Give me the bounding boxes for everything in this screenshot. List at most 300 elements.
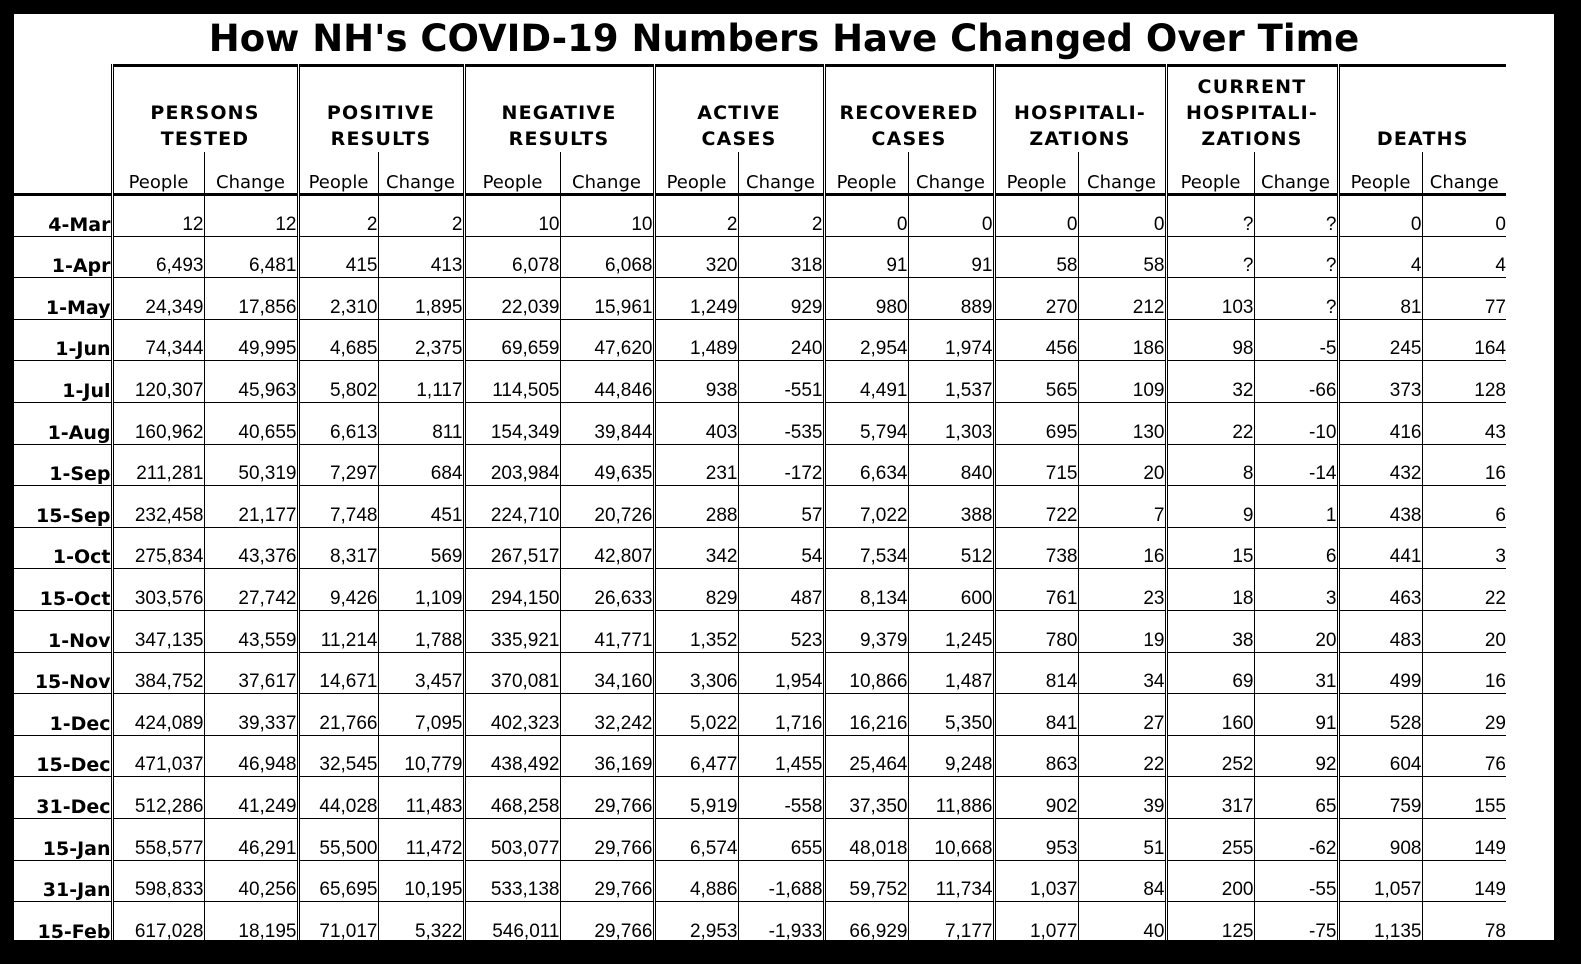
date-cell: 1-Jul bbox=[14, 361, 112, 403]
column-group-header bbox=[994, 66, 1166, 152]
change-cell: 16 bbox=[1078, 527, 1166, 569]
change-cell: 3 bbox=[1422, 527, 1506, 569]
people-cell: 6,493 bbox=[112, 236, 204, 278]
change-cell: 7,177 bbox=[908, 902, 994, 940]
change-cell: 42,807 bbox=[560, 527, 654, 569]
change-subheader: Change bbox=[1254, 152, 1338, 195]
people-cell: 2 bbox=[298, 195, 378, 237]
date-cell: 15-Dec bbox=[14, 735, 112, 777]
change-cell: 1,109 bbox=[378, 569, 464, 611]
people-cell: 32 bbox=[1166, 361, 1254, 403]
date-cell: 1-Sep bbox=[14, 444, 112, 486]
people-cell: 863 bbox=[994, 735, 1078, 777]
people-cell: 211,281 bbox=[112, 444, 204, 486]
people-cell: 2,954 bbox=[824, 319, 908, 361]
date-cell: 1-Jun bbox=[14, 319, 112, 361]
change-cell: 523 bbox=[738, 610, 824, 652]
table-row bbox=[14, 735, 1506, 777]
change-cell: 3 bbox=[1254, 569, 1338, 611]
people-cell: 81 bbox=[1338, 278, 1422, 320]
people-cell: 468,258 bbox=[464, 777, 560, 819]
people-cell: 275,834 bbox=[112, 527, 204, 569]
column-group-label: NEGATIVE RESULTS bbox=[501, 101, 617, 150]
column-group-label: ACTIVE CASES bbox=[697, 101, 781, 150]
change-cell: 929 bbox=[738, 278, 824, 320]
people-cell: 953 bbox=[994, 818, 1078, 860]
people-cell: 6,477 bbox=[654, 735, 738, 777]
people-cell: 2,953 bbox=[654, 902, 738, 940]
table-row bbox=[14, 652, 1506, 694]
people-cell: 546,011 bbox=[464, 902, 560, 940]
people-cell: 908 bbox=[1338, 818, 1422, 860]
people-cell: 91 bbox=[824, 236, 908, 278]
people-cell: 6,078 bbox=[464, 236, 560, 278]
change-cell: 413 bbox=[378, 236, 464, 278]
people-cell: 7,022 bbox=[824, 486, 908, 528]
change-cell: 6 bbox=[1254, 527, 1338, 569]
people-cell: 0 bbox=[994, 195, 1078, 237]
people-cell: 69,659 bbox=[464, 319, 560, 361]
change-cell: 39,844 bbox=[560, 402, 654, 444]
column-group-header bbox=[824, 66, 994, 152]
change-cell: 600 bbox=[908, 569, 994, 611]
people-cell: 456 bbox=[994, 319, 1078, 361]
people-cell: 558,577 bbox=[112, 818, 204, 860]
people-cell: 483 bbox=[1338, 610, 1422, 652]
change-cell: -10 bbox=[1254, 402, 1338, 444]
change-cell: 27,742 bbox=[204, 569, 298, 611]
table-row bbox=[14, 361, 1506, 403]
people-cell: 32,545 bbox=[298, 735, 378, 777]
people-subheader: People bbox=[464, 152, 560, 195]
people-cell: 55,500 bbox=[298, 818, 378, 860]
change-cell: 26,633 bbox=[560, 569, 654, 611]
change-cell: 31 bbox=[1254, 652, 1338, 694]
people-cell: 512,286 bbox=[112, 777, 204, 819]
change-subheader: Change bbox=[1422, 152, 1506, 195]
change-cell: 11,483 bbox=[378, 777, 464, 819]
people-cell: 415 bbox=[298, 236, 378, 278]
people-cell: 22 bbox=[1166, 402, 1254, 444]
people-cell: 15 bbox=[1166, 527, 1254, 569]
people-cell: 598,833 bbox=[112, 860, 204, 902]
people-cell: 66,929 bbox=[824, 902, 908, 940]
change-cell: -14 bbox=[1254, 444, 1338, 486]
change-cell: -535 bbox=[738, 402, 824, 444]
change-cell: 6 bbox=[1422, 486, 1506, 528]
people-cell: 44,028 bbox=[298, 777, 378, 819]
change-cell: 29,766 bbox=[560, 860, 654, 902]
change-cell: 34,160 bbox=[560, 652, 654, 694]
people-cell: 69 bbox=[1166, 652, 1254, 694]
people-cell: 65,695 bbox=[298, 860, 378, 902]
people-cell: 402,323 bbox=[464, 694, 560, 736]
change-cell: 21,177 bbox=[204, 486, 298, 528]
change-cell: 16 bbox=[1422, 652, 1506, 694]
change-cell: 39,337 bbox=[204, 694, 298, 736]
people-cell: 5,919 bbox=[654, 777, 738, 819]
change-cell: 130 bbox=[1078, 402, 1166, 444]
people-cell: 232,458 bbox=[112, 486, 204, 528]
change-cell: 17,856 bbox=[204, 278, 298, 320]
column-group-label: RECOVERED CASES bbox=[839, 101, 979, 150]
change-cell: 84 bbox=[1078, 860, 1166, 902]
change-cell: 18,195 bbox=[204, 902, 298, 940]
people-cell: 814 bbox=[994, 652, 1078, 694]
date-cell: 15-Jan bbox=[14, 818, 112, 860]
people-cell: 14,671 bbox=[298, 652, 378, 694]
people-subheader: People bbox=[1166, 152, 1254, 195]
people-cell: 103 bbox=[1166, 278, 1254, 320]
change-cell: 23 bbox=[1078, 569, 1166, 611]
spreadsheet bbox=[14, 14, 1554, 940]
people-cell: 7,534 bbox=[824, 527, 908, 569]
change-cell: 1,487 bbox=[908, 652, 994, 694]
people-cell: 12 bbox=[112, 195, 204, 237]
table-row bbox=[14, 902, 1506, 940]
change-cell: 128 bbox=[1422, 361, 1506, 403]
column-group-header bbox=[464, 66, 654, 152]
change-cell: 34 bbox=[1078, 652, 1166, 694]
people-cell: 441 bbox=[1338, 527, 1422, 569]
change-cell: 50,319 bbox=[204, 444, 298, 486]
change-cell: -1,933 bbox=[738, 902, 824, 940]
people-cell: 9,426 bbox=[298, 569, 378, 611]
change-cell: 20,726 bbox=[560, 486, 654, 528]
corner-cell-sub bbox=[14, 152, 112, 195]
people-cell: 154,349 bbox=[464, 402, 560, 444]
people-subheader: People bbox=[1338, 152, 1422, 195]
people-cell: 4 bbox=[1338, 236, 1422, 278]
table-row bbox=[14, 319, 1506, 361]
people-cell: 6,613 bbox=[298, 402, 378, 444]
people-cell: ? bbox=[1166, 195, 1254, 237]
people-subheader: People bbox=[994, 152, 1078, 195]
people-cell: 10 bbox=[464, 195, 560, 237]
change-cell: 51 bbox=[1078, 818, 1166, 860]
change-cell: -62 bbox=[1254, 818, 1338, 860]
people-cell: 533,138 bbox=[464, 860, 560, 902]
column-group-header bbox=[654, 66, 824, 152]
people-cell: 438 bbox=[1338, 486, 1422, 528]
date-cell: 4-Mar bbox=[14, 195, 112, 237]
change-cell: 1,974 bbox=[908, 319, 994, 361]
change-cell: 684 bbox=[378, 444, 464, 486]
people-cell: 938 bbox=[654, 361, 738, 403]
change-cell: 22 bbox=[1422, 569, 1506, 611]
date-cell: 31-Jan bbox=[14, 860, 112, 902]
people-cell: 1,135 bbox=[1338, 902, 1422, 940]
change-cell: 12 bbox=[204, 195, 298, 237]
people-cell: 58 bbox=[994, 236, 1078, 278]
people-cell: 22,039 bbox=[464, 278, 560, 320]
people-cell: 0 bbox=[1338, 195, 1422, 237]
people-cell: 7,748 bbox=[298, 486, 378, 528]
change-cell: 10,779 bbox=[378, 735, 464, 777]
people-cell: 18 bbox=[1166, 569, 1254, 611]
covid-data-table bbox=[14, 64, 1506, 940]
people-cell: 841 bbox=[994, 694, 1078, 736]
people-cell: 98 bbox=[1166, 319, 1254, 361]
change-cell: 43 bbox=[1422, 402, 1506, 444]
people-cell: 829 bbox=[654, 569, 738, 611]
people-subheader: People bbox=[824, 152, 908, 195]
change-cell: 7,095 bbox=[378, 694, 464, 736]
people-cell: 902 bbox=[994, 777, 1078, 819]
change-cell: 32,242 bbox=[560, 694, 654, 736]
people-cell: 224,710 bbox=[464, 486, 560, 528]
people-cell: 38 bbox=[1166, 610, 1254, 652]
people-cell: 604 bbox=[1338, 735, 1422, 777]
change-cell: 45,963 bbox=[204, 361, 298, 403]
change-cell: 47,620 bbox=[560, 319, 654, 361]
change-cell: 9,248 bbox=[908, 735, 994, 777]
change-cell: 91 bbox=[908, 236, 994, 278]
people-cell: 335,921 bbox=[464, 610, 560, 652]
change-cell: 1,895 bbox=[378, 278, 464, 320]
column-group-label: PERSONS TESTED bbox=[150, 101, 260, 150]
people-cell: 342 bbox=[654, 527, 738, 569]
people-cell: 424,089 bbox=[112, 694, 204, 736]
change-cell: 29,766 bbox=[560, 777, 654, 819]
people-cell: 270 bbox=[994, 278, 1078, 320]
change-cell: 840 bbox=[908, 444, 994, 486]
people-cell: 10,866 bbox=[824, 652, 908, 694]
column-group-label: CURRENT HOSPITALI- ZATIONS bbox=[1186, 75, 1318, 150]
people-cell: 403 bbox=[654, 402, 738, 444]
people-cell: 738 bbox=[994, 527, 1078, 569]
change-cell: 20 bbox=[1078, 444, 1166, 486]
change-cell: -75 bbox=[1254, 902, 1338, 940]
change-cell: -172 bbox=[738, 444, 824, 486]
people-cell: 780 bbox=[994, 610, 1078, 652]
change-cell: 164 bbox=[1422, 319, 1506, 361]
change-cell: 6,481 bbox=[204, 236, 298, 278]
people-cell: 1,249 bbox=[654, 278, 738, 320]
change-cell: 22 bbox=[1078, 735, 1166, 777]
change-cell: 1,117 bbox=[378, 361, 464, 403]
table-row bbox=[14, 860, 1506, 902]
people-cell: 2,310 bbox=[298, 278, 378, 320]
people-cell: 4,685 bbox=[298, 319, 378, 361]
change-cell: 2,375 bbox=[378, 319, 464, 361]
people-cell: 294,150 bbox=[464, 569, 560, 611]
change-cell: 569 bbox=[378, 527, 464, 569]
change-cell: 10 bbox=[560, 195, 654, 237]
date-cell: 1-Apr bbox=[14, 236, 112, 278]
change-cell: 318 bbox=[738, 236, 824, 278]
people-cell: 288 bbox=[654, 486, 738, 528]
people-cell: 252 bbox=[1166, 735, 1254, 777]
change-subheader: Change bbox=[1078, 152, 1166, 195]
change-cell: 92 bbox=[1254, 735, 1338, 777]
people-cell: 59,752 bbox=[824, 860, 908, 902]
people-subheader: People bbox=[112, 152, 204, 195]
people-cell: 565 bbox=[994, 361, 1078, 403]
change-cell: 10,195 bbox=[378, 860, 464, 902]
change-cell: 5,322 bbox=[378, 902, 464, 940]
change-cell: 16 bbox=[1422, 444, 1506, 486]
date-cell: 31-Dec bbox=[14, 777, 112, 819]
people-cell: 416 bbox=[1338, 402, 1422, 444]
change-cell: 40,256 bbox=[204, 860, 298, 902]
people-cell: 6,634 bbox=[824, 444, 908, 486]
people-cell: 722 bbox=[994, 486, 1078, 528]
change-cell: 19 bbox=[1078, 610, 1166, 652]
people-cell: 267,517 bbox=[464, 527, 560, 569]
change-cell: 5,350 bbox=[908, 694, 994, 736]
people-cell: 7,297 bbox=[298, 444, 378, 486]
change-cell: 27 bbox=[1078, 694, 1166, 736]
people-cell: 438,492 bbox=[464, 735, 560, 777]
people-cell: 471,037 bbox=[112, 735, 204, 777]
change-cell: 1,954 bbox=[738, 652, 824, 694]
change-cell: 29 bbox=[1422, 694, 1506, 736]
change-cell: 15,961 bbox=[560, 278, 654, 320]
people-cell: 347,135 bbox=[112, 610, 204, 652]
people-cell: 373 bbox=[1338, 361, 1422, 403]
change-cell: 2 bbox=[738, 195, 824, 237]
change-cell: 811 bbox=[378, 402, 464, 444]
change-cell: 46,291 bbox=[204, 818, 298, 860]
change-cell: 512 bbox=[908, 527, 994, 569]
people-cell: 16,216 bbox=[824, 694, 908, 736]
people-cell: 25,464 bbox=[824, 735, 908, 777]
change-cell: -66 bbox=[1254, 361, 1338, 403]
people-cell: 761 bbox=[994, 569, 1078, 611]
change-cell: 1,788 bbox=[378, 610, 464, 652]
people-cell: 5,802 bbox=[298, 361, 378, 403]
people-cell: 160,962 bbox=[112, 402, 204, 444]
people-cell: 200 bbox=[1166, 860, 1254, 902]
date-cell: 1-Nov bbox=[14, 610, 112, 652]
change-cell: 39 bbox=[1078, 777, 1166, 819]
date-cell: 15-Nov bbox=[14, 652, 112, 694]
people-cell: 231 bbox=[654, 444, 738, 486]
change-cell: -1,688 bbox=[738, 860, 824, 902]
people-cell: 120,307 bbox=[112, 361, 204, 403]
date-cell: 1-Dec bbox=[14, 694, 112, 736]
change-cell: 76 bbox=[1422, 735, 1506, 777]
change-cell: 49,995 bbox=[204, 319, 298, 361]
people-cell: 37,350 bbox=[824, 777, 908, 819]
column-group-header bbox=[1166, 66, 1338, 152]
change-cell: 36,169 bbox=[560, 735, 654, 777]
people-cell: 695 bbox=[994, 402, 1078, 444]
change-cell: 1,455 bbox=[738, 735, 824, 777]
change-cell: 3,457 bbox=[378, 652, 464, 694]
people-cell: 384,752 bbox=[112, 652, 204, 694]
people-cell: 1,352 bbox=[654, 610, 738, 652]
table-row bbox=[14, 694, 1506, 736]
table-row bbox=[14, 195, 1506, 237]
change-cell: 40 bbox=[1078, 902, 1166, 940]
table-row bbox=[14, 444, 1506, 486]
people-cell: 24,349 bbox=[112, 278, 204, 320]
people-cell: 759 bbox=[1338, 777, 1422, 819]
change-subheader: Change bbox=[204, 152, 298, 195]
change-cell: -551 bbox=[738, 361, 824, 403]
corner-cell bbox=[14, 66, 112, 152]
change-subheader: Change bbox=[378, 152, 464, 195]
people-cell: 1,077 bbox=[994, 902, 1078, 940]
change-cell: 49,635 bbox=[560, 444, 654, 486]
column-group-label: HOSPITALI- ZATIONS bbox=[1014, 101, 1146, 150]
date-cell: 15-Oct bbox=[14, 569, 112, 611]
date-cell: 1-May bbox=[14, 278, 112, 320]
change-cell: 240 bbox=[738, 319, 824, 361]
change-cell: 1,303 bbox=[908, 402, 994, 444]
people-cell: 245 bbox=[1338, 319, 1422, 361]
change-cell: 58 bbox=[1078, 236, 1166, 278]
people-cell: 8,317 bbox=[298, 527, 378, 569]
change-cell: 7 bbox=[1078, 486, 1166, 528]
change-cell: 1,716 bbox=[738, 694, 824, 736]
change-cell: 388 bbox=[908, 486, 994, 528]
change-cell: 41,249 bbox=[204, 777, 298, 819]
table-row bbox=[14, 527, 1506, 569]
change-cell: 0 bbox=[1078, 195, 1166, 237]
people-cell: 160 bbox=[1166, 694, 1254, 736]
change-cell: 57 bbox=[738, 486, 824, 528]
change-cell: 41,771 bbox=[560, 610, 654, 652]
people-cell: 21,766 bbox=[298, 694, 378, 736]
people-cell: ? bbox=[1166, 236, 1254, 278]
people-cell: 0 bbox=[824, 195, 908, 237]
change-cell: 11,734 bbox=[908, 860, 994, 902]
column-group-header bbox=[112, 66, 298, 152]
people-cell: 5,794 bbox=[824, 402, 908, 444]
change-cell: -5 bbox=[1254, 319, 1338, 361]
change-cell: 43,376 bbox=[204, 527, 298, 569]
people-cell: 617,028 bbox=[112, 902, 204, 940]
people-subheader: People bbox=[298, 152, 378, 195]
change-cell: 46,948 bbox=[204, 735, 298, 777]
table-row bbox=[14, 818, 1506, 860]
column-group-header bbox=[1338, 66, 1506, 152]
people-cell: 1,489 bbox=[654, 319, 738, 361]
change-cell: 212 bbox=[1078, 278, 1166, 320]
change-cell: 186 bbox=[1078, 319, 1166, 361]
people-cell: 6,574 bbox=[654, 818, 738, 860]
people-cell: 980 bbox=[824, 278, 908, 320]
people-cell: 11,214 bbox=[298, 610, 378, 652]
people-cell: 1,037 bbox=[994, 860, 1078, 902]
change-cell: 1,245 bbox=[908, 610, 994, 652]
table-row bbox=[14, 236, 1506, 278]
change-cell: 11,472 bbox=[378, 818, 464, 860]
people-cell: 71,017 bbox=[298, 902, 378, 940]
change-cell: -55 bbox=[1254, 860, 1338, 902]
change-cell: 29,766 bbox=[560, 818, 654, 860]
date-cell: 1-Oct bbox=[14, 527, 112, 569]
change-cell: 889 bbox=[908, 278, 994, 320]
people-cell: 125 bbox=[1166, 902, 1254, 940]
people-cell: 432 bbox=[1338, 444, 1422, 486]
page-title: How NH's COVID-19 Numbers Have Changed Over Time bbox=[208, 17, 1360, 60]
column-group-label: POSITIVE RESULTS bbox=[326, 101, 436, 150]
change-cell: 40,655 bbox=[204, 402, 298, 444]
people-cell: 499 bbox=[1338, 652, 1422, 694]
change-cell: 29,766 bbox=[560, 902, 654, 940]
change-cell: ? bbox=[1254, 236, 1338, 278]
change-cell: 1 bbox=[1254, 486, 1338, 528]
date-cell: 15-Feb bbox=[14, 902, 112, 940]
date-cell: 1-Aug bbox=[14, 402, 112, 444]
column-group-label: DEATHS bbox=[1376, 127, 1469, 150]
people-cell: 1,057 bbox=[1338, 860, 1422, 902]
people-cell: 9,379 bbox=[824, 610, 908, 652]
